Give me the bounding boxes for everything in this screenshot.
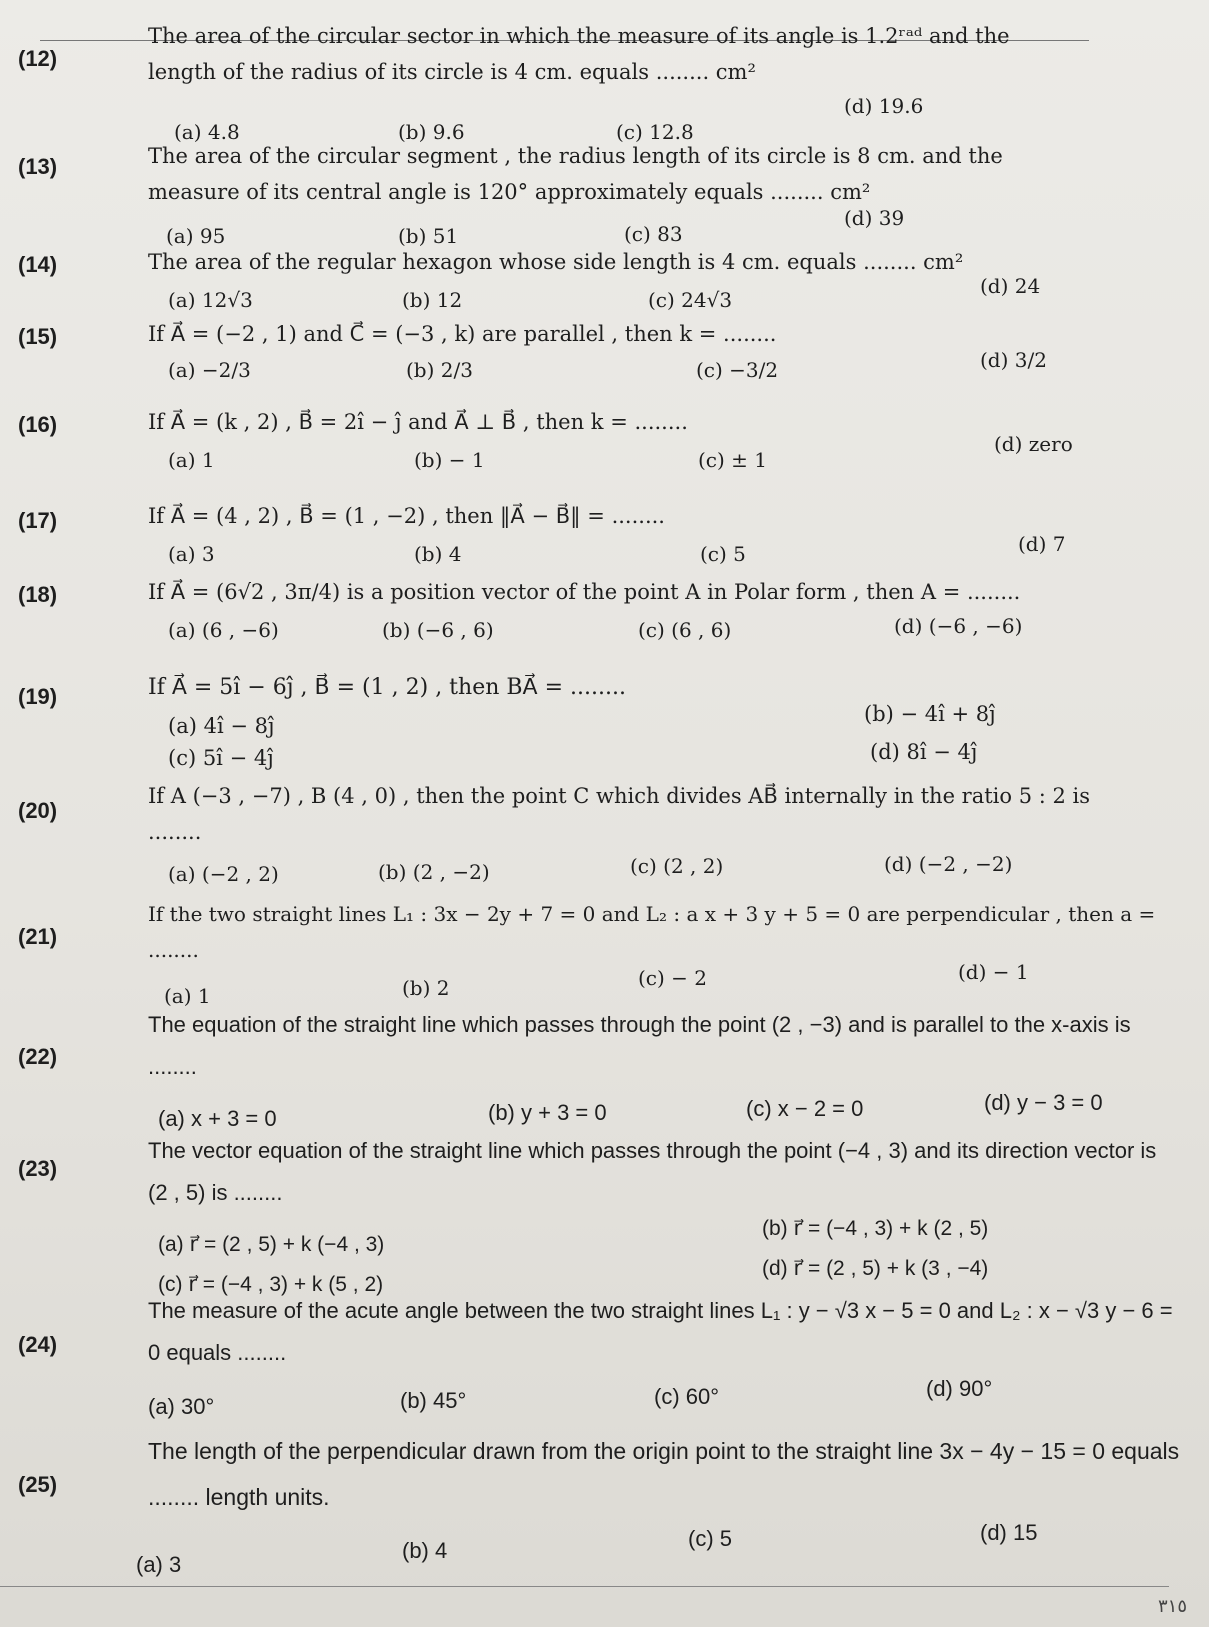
choice-a[interactable]: (a) (6 , −6) (168, 618, 279, 642)
stem-text: The measure of the acute angle between the two straight lines L₁ : y − √3 x − 5 = 0 and L₂ : x − √3 y − 6 = 0 equals ........ (148, 1298, 1173, 1365)
stem-text: If A⃗ = 5î − 6ĵ , B⃗ = (1 , 2) , then BA⃗ = ........ (148, 675, 626, 700)
question-20 (18, 780, 1189, 890)
choice-b[interactable]: (b) 2/3 (406, 358, 473, 382)
choice-a[interactable]: (a) 1 (164, 984, 211, 1008)
question-number: (24) (18, 1332, 58, 1357)
choice-a[interactable]: (a) 3 (168, 542, 215, 566)
stem-text: If A⃗ = (4 , 2) , B⃗ = (1 , −2) , then ‖A⃗ − B⃗‖ = ........ (148, 504, 665, 528)
choice-a[interactable]: (a) x + 3 = 0 (158, 1106, 277, 1131)
choice-d[interactable]: (d) 90° (926, 1376, 993, 1401)
question-13 (18, 140, 1189, 248)
question-21 (18, 898, 1189, 1006)
question-14 (18, 244, 1189, 314)
question-number: (17) (18, 508, 58, 533)
question-17 (18, 502, 1189, 572)
choice-c[interactable]: (c) (6 , 6) (638, 618, 732, 642)
stem-text: The length of the perpendicular drawn from the origin point to the straight line 3x − 4y − 15 = 0 equals ........ length units. (148, 1438, 1180, 1510)
question-number: (13) (18, 154, 58, 179)
question-stem (148, 574, 1189, 610)
choice-c[interactable]: (c) 5î − 4ĵ (168, 746, 274, 770)
choice-d[interactable]: (d) (−2 , −2) (884, 852, 1013, 876)
choice-d[interactable]: (d) 7 (1018, 532, 1066, 556)
choice-d[interactable]: (d) zero (994, 432, 1073, 456)
choice-b[interactable]: (b) 9.6 (398, 120, 465, 144)
choice-a[interactable]: (a) 95 (166, 224, 226, 248)
stem-text: The area of the circular segment , the radius length of its circle is 8 cm. and the measure of its central angle is 120° approximately equals ........ cm² (148, 144, 1003, 204)
choice-d[interactable]: (d) 8î − 4ĵ (870, 740, 978, 764)
choice-a[interactable]: (a) 1 (168, 448, 215, 472)
choice-c[interactable]: (c) −3/2 (696, 358, 779, 382)
choice-a[interactable]: (a) 12√3 (168, 288, 253, 312)
question-number: (14) (18, 252, 58, 277)
choice-c[interactable]: (c) r⃗ = (−4 , 3) + k (5 , 2) (158, 1273, 384, 1296)
question-number: (23) (18, 1156, 58, 1181)
question-number: (21) (18, 924, 58, 949)
choice-a[interactable]: (a) −2/3 (168, 358, 251, 382)
choice-d[interactable]: (d) (−6 , −6) (894, 614, 1023, 638)
question-stem (148, 896, 1158, 968)
choice-a[interactable]: (a) 3 (136, 1552, 182, 1577)
question-number: (25) (18, 1472, 58, 1497)
choice-c[interactable]: (c) x − 2 = 0 (746, 1096, 864, 1121)
question-stem (148, 1428, 1188, 1520)
stem-text: The equation of the straight line which passes through the point (2 , −3) and is parallel to the x-axis is ........ (148, 1012, 1131, 1079)
question-stem (148, 498, 1189, 534)
choice-b[interactable]: (b) 4 (402, 1538, 448, 1563)
stem-text: If A⃗ = (k , 2) , B⃗ = 2î − ĵ and A⃗ ⊥ B⃗ , then k = ........ (148, 410, 688, 434)
question-22 (18, 1004, 1189, 1131)
choice-a[interactable]: (a) 30° (148, 1394, 215, 1419)
question-stem (148, 778, 1138, 850)
question-number: (19) (18, 684, 58, 709)
question-number: (20) (18, 798, 58, 823)
choice-b[interactable]: (b) y + 3 = 0 (488, 1100, 607, 1125)
stem-text: If A⃗ = (6√2 , 3π/4) is a position vector of the point A in Polar form , then A = ........ (148, 580, 1021, 604)
choice-c[interactable]: (c) (2 , 2) (630, 854, 724, 878)
choice-b[interactable]: (b) − 4î + 8ĵ (864, 702, 996, 726)
choice-c[interactable]: (c) 5 (700, 542, 746, 566)
question-number: (22) (18, 1044, 58, 1069)
question-number: (16) (18, 412, 58, 437)
choice-c[interactable]: (c) 5 (688, 1526, 732, 1551)
question-number: (15) (18, 324, 58, 349)
choice-d[interactable]: (d) 19.6 (844, 94, 924, 118)
question-stem (148, 244, 1208, 280)
choice-b[interactable]: (b) 45° (400, 1388, 467, 1413)
question-number: (18) (18, 582, 58, 607)
choice-a[interactable]: (a) 4î − 8ĵ (168, 714, 275, 738)
choice-d[interactable]: (d) 15 (980, 1520, 1038, 1545)
choice-b[interactable]: (b) (2 , −2) (378, 860, 490, 884)
choice-a[interactable]: (a) (−2 , 2) (168, 862, 279, 886)
question-15 (18, 320, 1189, 390)
question-stem (148, 1130, 1178, 1214)
choice-c[interactable]: (c) 83 (624, 222, 683, 246)
choice-b[interactable]: (b) 12 (402, 288, 463, 312)
stem-text: The area of the regular hexagon whose side length is 4 cm. equals ........ cm² (148, 250, 964, 274)
choice-b[interactable]: (b) 2 (402, 976, 450, 1000)
question-24 (18, 1290, 1189, 1420)
stem-text: If A (−3 , −7) , B (4 , 0) , then the point C which divides AB⃗ internally in the ratio 5 : 2 is ........ (148, 784, 1091, 844)
choice-d[interactable]: (d) 3/2 (980, 348, 1047, 372)
choice-d[interactable]: (d) − 1 (958, 960, 1029, 984)
question-25 (18, 1428, 1189, 1598)
choice-d[interactable]: (d) y − 3 = 0 (984, 1090, 1103, 1115)
choice-d[interactable]: (d) 39 (844, 206, 905, 230)
question-12 (18, 14, 1189, 144)
choice-b[interactable]: (b) 51 (398, 224, 459, 248)
choice-a[interactable]: (a) r⃗ = (2 , 5) + k (−4 , 3) (158, 1233, 385, 1256)
question-16 (18, 408, 1189, 478)
choice-c[interactable]: (c) 60° (654, 1384, 720, 1409)
question-stem (148, 670, 1189, 706)
choice-c[interactable]: (c) 12.8 (616, 120, 694, 144)
question-stem (148, 138, 1068, 210)
choice-c[interactable]: (c) − 2 (638, 966, 708, 990)
question-stem (148, 1004, 1168, 1088)
choice-b[interactable]: (b) − 1 (414, 448, 485, 472)
stem-text: If the two straight lines L₁ : 3x − 2y + 7 = 0 and L₂ : a x + 3 y + 5 = 0 are perpendicular , then a = ........ (148, 902, 1156, 962)
choice-c[interactable]: (c) ± 1 (698, 448, 768, 472)
choice-d[interactable]: (d) 24 (980, 274, 1041, 298)
question-stem (148, 316, 1189, 352)
choice-d[interactable]: (d) r⃗ = (2 , 5) + k (3 , −4) (762, 1257, 989, 1280)
choice-b[interactable]: (b) 4 (414, 542, 462, 566)
bottom-rule (0, 1586, 1169, 1587)
choice-a[interactable]: (a) 4.8 (174, 120, 240, 144)
question-23 (18, 1130, 1189, 1296)
question-stem (148, 18, 1028, 90)
stem-text: The vector equation of the straight line which passes through the point (−4 , 3) and its direction vector is (2 , 5) is ........ (148, 1138, 1157, 1205)
question-18 (18, 578, 1189, 648)
question-stem (148, 1290, 1178, 1374)
page-number: ٣١٥ (1157, 1596, 1187, 1617)
question-number: (12) (18, 46, 58, 71)
stem-text: The area of the circular sector in which the measure of its angle is 1.2ʳᵃᵈ and the length of the radius of its circle is 4 cm. equals ........ cm² (148, 24, 1010, 84)
question-19 (18, 670, 1189, 770)
choice-b[interactable]: (b) (−6 , 6) (382, 618, 494, 642)
choice-b[interactable]: (b) r⃗ = (−4 , 3) + k (2 , 5) (762, 1217, 989, 1240)
stem-text: If A⃗ = (−2 , 1) and C⃗ = (−3 , k) are parallel , then k = ........ (148, 322, 777, 346)
choice-c[interactable]: (c) 24√3 (648, 288, 733, 312)
